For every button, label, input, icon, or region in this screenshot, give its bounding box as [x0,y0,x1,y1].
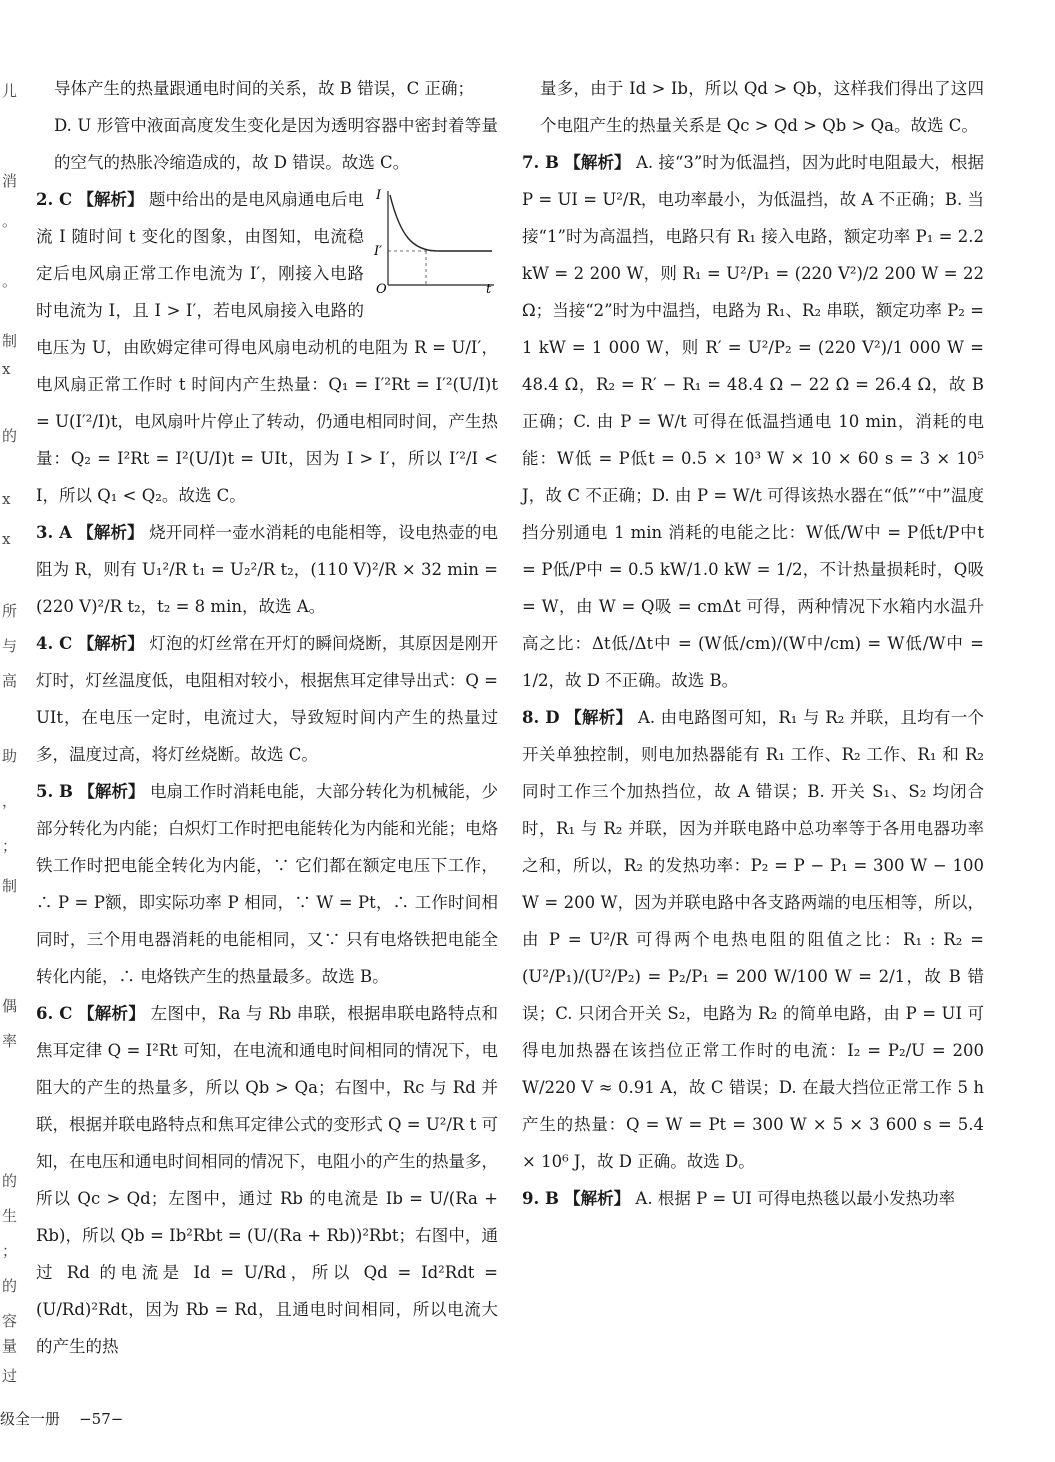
gutter-char: 容 [2,1312,18,1330]
analysis-tag: 【解析】 [564,153,631,172]
analysis-tag: 【解析】 [565,708,633,727]
gutter-char: 制 [2,877,18,895]
origin-label: O [376,282,387,295]
analysis-tag: 【解析】 [77,523,144,542]
answer-8 [522,699,984,1180]
gutter-char: x [2,360,11,378]
current-time-graph [374,185,498,295]
answer-text: 左图中，Ra 与 Rb 串联，根据串联电路特点和焦耳定律 Q = I²Rt 可知，在电流和通电时间相同的情况下，电阻大的产生的热量多，所以 Qb > Qa；右图中，Rc 与 Rd 并联，根据并联电路特点和焦耳定律公式的变形式 Q = U²/R t 可知，在电压和通电时间相同的情况下，电阻小的产生的热量多，所以 Qc > Qd；左图中，通过 Rb 的电流是 Ib = U/(Ra + Rb)，所以 Qb = Ib²Rbt = (U/(Ra + Rb))²Rbt；右图中，通过 Rd 的电流是 Id = U/Rd，所以 Qd = Id²Rdt = (U/Rd)²Rdt，因为 Rb = Rd，且通电时间相同，所以电流大的产生的热 [36,1004,499,1356]
answer-text: 电扇工作时消耗电能，大部分转化为机械能，少部分转化为内能；白炽灯工作时把电能转化为内能和光能；电烙铁工作时把电能全转化为内能，∵ 它们都在额定电压下工作，∴ P = P额，即实际功率 P 相同，∵ W = Pt，∴ 工作时间相同时，三个用电器消耗的电能相同，又∵ 只有电烙铁把电能全转化内能，∴ 电烙铁产生的热量最多。故选 B。 [36,782,499,986]
gutter-char: 的 [2,1172,18,1190]
gutter-char: 的 [2,427,18,445]
answer-number: 6. C [36,1004,73,1023]
answer-3 [36,514,498,625]
gutter-char: 制 [2,332,18,350]
answer-text: 灯泡的灯丝常在开灯的瞬间烧断，其原因是刚开灯时，灯丝温度低，电阻相对较小，根据焦耳定律导出式：Q = UIt，在电压一定时，电流过大，导致短时间内产生的热量过多，温度过高，将灯丝烧断。故选 C。 [36,634,499,764]
analysis-tag: 【解析】 [77,1004,146,1023]
gutter-char: 。 [2,212,18,230]
gutter-char: ； [2,837,18,855]
gutter-char: 偶 [2,997,18,1015]
answer-1-cont-a: 导体产生的热量跟通电时间的关系，故 B 错误，C 正确； [54,79,474,98]
answer-text: A. 根据 P = UI 可得电热毯以最小发热功率 [635,1189,956,1208]
gutter-char: 的 [2,1277,18,1295]
left-column [36,70,498,1365]
gutter-char: x [2,490,11,508]
x-label: t [486,282,492,295]
current-curve [390,195,492,251]
answer-number: 3. A [36,523,72,542]
gutter-char: 与 [2,637,18,655]
answer-6 [36,995,498,1365]
answer-1-cont-b: D. U 形管中液面高度发生变化是因为透明容器中密封着等量的空气的热胀冷缩造成的，故 D 错误。故选 C。 [54,116,498,172]
answer-number: 5. B [36,782,73,801]
analysis-tag: 【解析】 [564,1189,631,1208]
y-label: I [376,188,382,203]
gutter-char: 高 [2,672,18,690]
gutter-char: 儿 [2,82,18,100]
gutter-char: x [2,530,11,548]
page-footer [0,1408,123,1429]
answer-text: A. 接“3”时为低温挡，因为此时电阻最大，根据 P = UI = U²/R，电功率最小，为低温挡，故 A 不正确；B. 当接“1”时为高温挡，电路只有 R₁ 接入电路，额定功率 P₁ = 2.2 kW = 2 200 W，则 R₁ = U²/P₁ = (220 V²)/2 200 W = 22 Ω；当接“2”时为中温挡，电路为 R₁、R₂ 串联，额定功率 P₂ = 1 kW = 1 000 W，则 R′ = U²/P₂ = (220 V²)/1 000 W = 48.4 Ω，R₂ = R′ − R₁ = 48.4 Ω − 22 Ω = 26.4 Ω，故 B 正确；C. 由 P = W/t 可得在低温挡通电 10 min，消耗的电能：W低 = P低t = 0.5 × 10³ W × 10 × 60 s = 3 × 10⁵ J，故 C 不正确；D. 由 P = W/t 可得该热水器在“低”“中”温度挡分别通电 1 min 消耗的电能之比：W低/W中 = P低t/P中t = P低/P中 = 0.5 kW/1.0 kW = 1/2，不计热量损耗时，Q吸 = W，由 W = Q吸 = cmΔt 可得，两种情况下水箱内水温升高之比：Δt低/Δt中 = (W低/cm)/(W中/cm) = W低/W中 = 1/2，故 D 不正确。故选 B。 [522,153,985,690]
answer-number: 4. C [36,634,73,653]
analysis-tag: 【解析】 [78,782,145,801]
gutter-char: 率 [2,1032,18,1050]
gutter-char: ， [2,792,18,810]
gutter-char: 。 [2,272,18,290]
answer-number: 7. B [522,153,559,172]
answer-4 [36,625,498,773]
gutter-char: 量 [2,1337,18,1355]
gutter-char: 生 [2,1207,18,1225]
answer-number: 9. B [522,1189,559,1208]
page-number: −57− [79,1410,124,1428]
footer-book-title: 级全一册 [0,1410,61,1428]
gutter-char: ； [2,1242,18,1260]
y-label-prime: I′ [374,244,383,259]
answer-number: 2. C [36,190,73,209]
analysis-tag: 【解析】 [77,634,145,653]
answer-6-cont: 量多，由于 Id > Ib，所以 Qd > Qb，这样我们得出了这四个电阻产生的热量关系是 Qc > Qd > Qb > Qa。故选 C。 [540,79,984,135]
answer-7 [522,144,984,699]
answer-text: A. 由电路图可知，R₁ 与 R₂ 并联，且均有一个开关单独控制，则电加热器能有 R₁ 工作、R₂ 工作、R₁ 和 R₂ 同时工作三个加热挡位，故 A 错误；B. 开关 S₁、S₂ 均闭合时，R₁ 与 R₂ 并联，因为并联电路中总功率等于各用电器功率之和，所以，R₂ 的发热功率：P₂ = P − P₁ = 300 W − 100 W = 200 W，因为并联电路中各支路两端的电压相等，所以，由 P = U²/R 可得两个电热电阻的阻值之比：R₁ : R₂ = (U²/P₁)/(U²/P₂) = P₂/P₁ = 200 W/100 W = 2/1，故 B 错误；C. 只闭合开关 S₂，电路为 R₂ 的简单电路，由 P = UI 可得电加热器在该挡位正常工作时的电流：I₂ = P₂/U = 200 W/220 V ≈ 0.91 A，故 C 错误；D. 在最大挡位正常工作 5 h 产生的热量：Q = W = Pt = 300 W × 5 × 3 600 s = 5.4 × 10⁶ J，故 D 正确。故选 D。 [522,708,985,1171]
answer-2 [36,181,498,514]
answer-number: 8. D [522,708,560,727]
gutter-char: 所 [2,602,18,620]
answer-text: 题中给出的是电风扇通电后电流 I 随时间 t 变化的图象，由图知，电流稳定后电风扇正常工作电流为 I′，刚接入电路时电流为 I，且 I > I′，若电风扇接入电路的电压为 U，由欧姆定律可得电风扇电动机的电阻为 R = U/I′，电风扇正常工作时 t 时间内产生热量：Q₁ = I′²Rt = I′²(U/I)t = U(I′²/I)t，电风扇叶片停止了转动，仍通电相同时间，产生热量：Q₂ = I²Rt = I²(U/I)t = UIt，因为 I > I′，所以 I′²/I < I，所以 Q₁ < Q₂。故选 C。 [36,190,498,505]
gutter-char: 助 [2,747,18,765]
answer-5 [36,773,498,995]
answer-text: 烧开同样一壶水消耗的电能相等，设电热壶的电阻为 R，则有 U₁²/R t₁ = U₂²/R t₂，(110 V)²/R × 32 min = (220 V)²/R t₂，t₂ = 8 min，故选 A。 [36,523,499,616]
right-column [522,70,984,1217]
analysis-tag: 【解析】 [77,190,144,209]
answer-9 [522,1180,984,1217]
gutter-char: 过 [2,1367,18,1385]
gutter-char: 消 [2,172,18,190]
